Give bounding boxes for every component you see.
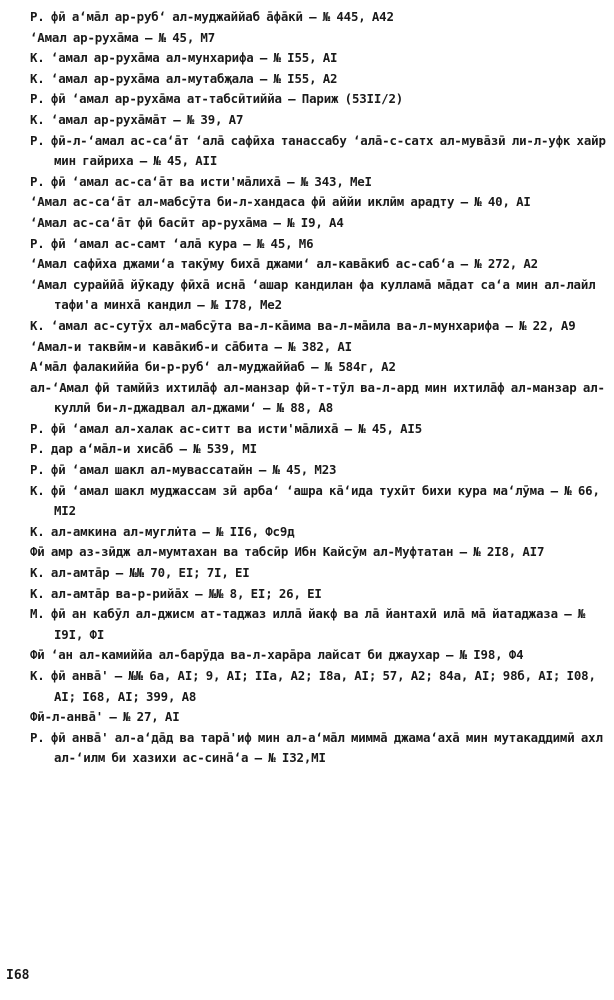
- index-entry: ʻАмал ар-руха̄ма – № 45, М7: [30, 29, 216, 45]
- index-entry: Фӣ ʻан ал-камиййа ал-барӯда ва-л-хара̄ра лайсат би джаухар – № I98, Ф4: [30, 647, 524, 663]
- index-entry: Аʻма̄л фалакиййа би-р-рубʻ ал-муджаййаб – № 584г, А2: [30, 359, 396, 375]
- index-entry: Р. фӣ ʻамал ас-саʻа̄т ва исти'ма̄лиха̄ – № 343, МеI: [30, 173, 372, 189]
- index-entry: ал-ʻАмал фӣ тамйӣз ихтила̄ф ал-манзар фӣ-т-тӯл ва-л-ард мин ихтила̄ф ал-манзар ал-куллӣ би-л-джадвал ал-джамиʻ – № 88, А8: [30, 379, 605, 416]
- index-entry: Фӣ-л-анва̄' – № 27, АI: [30, 709, 180, 725]
- index-entry: Р. фӣ ʻамал ар-руха̄ма ат-табсӣтиййа – Париж (53II/2): [30, 91, 404, 107]
- index-entry: Фӣ амр аз-зӣдж ал-мумтахан ва табсӣр Ибн Кайсӯм ал-Муфтатан – № 2I8, АI7: [30, 544, 545, 560]
- index-entry: Р. фӣ ʻамал ал-халак ас-ситт ва исти'ма̄лиха̄ – № 45, АI5: [30, 420, 423, 436]
- index-entry: ʻАмал ас-саʻа̄т фӣ басӣт ар-руха̄ма – № I9, А4: [30, 214, 344, 230]
- index-entry: К. фӣ анва̄' – №№ 6а, АI; 9, АI; IIа, А2; I8а, АI; 57, А2; 84а, АI; 98б, АI; I08, АI; I68, АI; 399, А8: [30, 668, 596, 704]
- index-entry: Р. дар аʻма̄л-и хиса̄б – № 539, МI: [30, 441, 257, 457]
- index-entry: К. фӣ ʻамал шакл муджассам зӣ арбаʻ ʻашра ка̄ʻида тухӣт бихи кура маʻлӯма – № 66, МI2: [30, 482, 600, 519]
- index-entry: Р. фӣ ʻамал шакл ал-мувассатайн – № 45, М23: [30, 462, 337, 478]
- index-entry: ʻАмал-и таквӣм-и кава̄киб-и са̄бита – № 382, АI: [30, 338, 352, 354]
- index-entry: Р. фӣ-л-ʻамал ас-саʻа̄т ʻала̄ сафӣха танассабу ʻала̄-с-сатх ал-мува̄зӣ ли-л-уфк хайр мин гайриха – № 45, АII: [30, 132, 606, 169]
- page-number: I68: [6, 968, 30, 983]
- index-entry: Р. фӣ ʻамал ас-самт ʻала̄ кура – № 45, М6: [30, 235, 314, 251]
- index-entry: М. фӣ ан кабӯл ал-джисм ат-таджаз илла̄ йакф ва ла̄ йантахӣ ила̄ ма̄ йатаджаза – № I9I, ФI: [30, 606, 586, 642]
- index-entry: ʻАмал ас-саʻа̄т ал-мабсӯта би-л-хандаса фӣ аййи иклӣм арадту – № 40, АI: [30, 194, 531, 210]
- index-entry: К. ʻамал ар-руха̄ма ал-мунхарифа – № I55, АI: [30, 50, 338, 66]
- index-entry: ʻАмал сурайӣа̄ йӯкаду фӣха̄ исна̄ ʻашар кандилан фа куллама̄ ма̄дат саʻа мин ал-лайл тафи'а минха̄ кандил – № I78, Ме2: [30, 276, 596, 313]
- index-entry: К. ал-амта̄р – №№ 70, ЕI; 7I, ЕI: [30, 565, 250, 581]
- index-entry: К. ʻамал ар-руха̄ма̄т – № 39, А7: [30, 111, 244, 127]
- index-entry: К. ʻамал ар-руха̄ма ал-мутабҗала – № I55, А2: [30, 70, 338, 86]
- index-entry: К. ал-амта̄р ва-р-рийа̄х – №№ 8, ЕI; 26, ЕI: [30, 585, 322, 601]
- index-entry: Р. фӣ аʻма̄л ар-рубʻ ал-муджаййаб а̄фа̄кӣ – № 445, А42: [30, 9, 394, 24]
- index-entries: [30, 7, 606, 769]
- index-entry: Р. фӣ анва̄' ал-аʻда̄д ва тара̄'иф мин ал-аʻма̄л мимма̄ джамаʻаха̄ мин мутакаддимӣ ахл ал-ʻилм би хазихи ас-сина̄ʻа – № I32,МI: [30, 729, 603, 766]
- index-entry: К. ал-амкина ал-мугли̇та – № II6, Фс9д: [30, 523, 295, 539]
- index-entry: К. ʻамал ас-сутӯх ал-мабсӯта ва-л-ка̄има ва-л-ма̄ила ва-л-мунхарифа – № 22, А9: [30, 317, 576, 333]
- index-entry: ʻАмал сафӣха джамиʻа такӯму биха̄ джамиʻ ал-кава̄киб ас-сабʻа – № 272, А2: [30, 256, 538, 272]
